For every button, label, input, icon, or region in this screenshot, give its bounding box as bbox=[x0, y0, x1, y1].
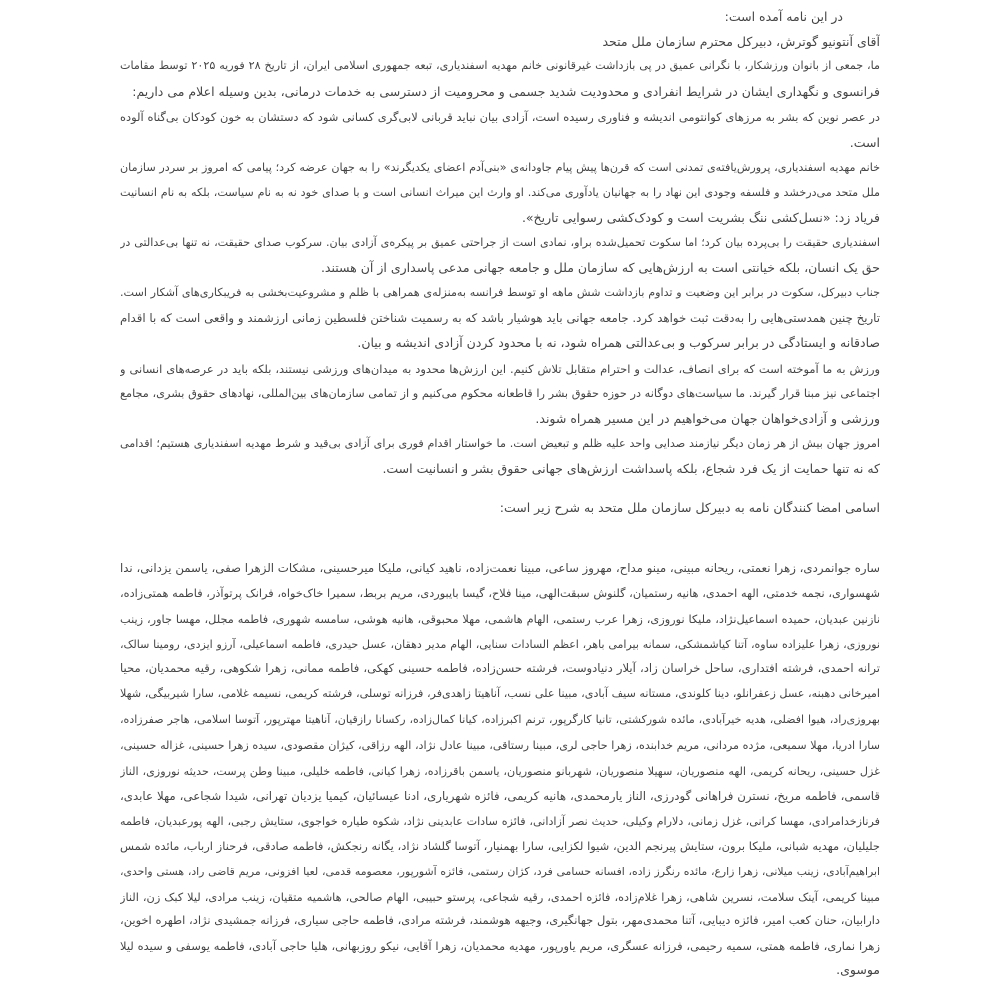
signatory-names-line: نوروزی، زهرا علیزاده ساوه، آتنا کیاشمشکی، سمانه بیرامی باهر، اعظم السادات سنایی، الهام مدیر دهقان، عسل حیدری، فاطمه اسماعیلی، آرزو ایزدی، رومینا سالک، bbox=[120, 638, 880, 651]
signatory-names-line: قاسمی، فاطمه مریخ، نسترن فراهانی گودرزی، الناز یارمحمدی، هانیه کریمی، فائزه شهریاری، ادنا عیسائیان، کیمیا یزدیان تهرانی، شیدا شجاعی، مهلا عابدی، bbox=[120, 789, 880, 803]
paragraph-line: در عصر نوین که بشر به مرزهای کوانتومی اندیشه و فناوری رسیده است، آزادی بیان نباید قربانی لابی‌گری کسانی شود که دستشان به خون کودکان بی‌گناه آلوده bbox=[120, 110, 880, 124]
paragraph-line: حق یک انسان، بلکه خیانتی است به ارزش‌هایی که سازمان ملل و جامعه جهانی مدعی پاسداری از آن هستند. bbox=[320, 260, 880, 275]
paragraph-line: اجتماعی نیز مبنا قرار گیرند. ما سیاست‌های دوگانه در حوزه حقوق بشر را قاطعانه محکوم می‌کنیم و از تمامی سازمان‌های بین‌المللی، نهادهای حقوق بشری، مجامع bbox=[120, 387, 880, 400]
signatory-names-line: فرنازخدامرادی، مهسا کرانی، غزل زمانی، دلارام وکیلی، حدیث نصر آزادانی، فائزه سادات عابدینی نژاد، شکوه طیاره خواجوی، ستایش رجبی، الهه پورعبدیان، فاطمه bbox=[120, 815, 880, 828]
signatory-names-line: شهسواری، نجمه خدمتی، الهه احمدی، هانیه رستمیان، گلنوش سبقت‌الهی، مینا فلاح، گیسا بایبوردی، مریم بربط، سمیرا خاک‌خواه، فرانک پرتوآذر، فاطمه همتی‌زاده، bbox=[120, 587, 880, 600]
paragraph-line: فرانسوی و نگهداری ایشان در شرایط انفرادی و محدودیت شدید جسمی و محرومیت از دسترسی به خدمات درمانی، بدین وسیله اعلام می داریم: bbox=[132, 84, 880, 99]
signatory-names-line: ساره جوانمردی، زهرا نعمتی، ریحانه مبینی، مینو مداح، مهروز ساعی، مبینا نعمت‌زاده، ناهید کیانی، ملیکا میرحسینی، مشکات الزهرا صفی، یاسمن یزدانی، ندا bbox=[120, 561, 880, 575]
signatories-heading: اسامی امضا کنندگان نامه به دبیرکل سازمان ملل متحد به شرح زیر است: bbox=[499, 500, 880, 515]
signatory-names-line: ترانه احمدی، فرشته افتداری، ساحل خراسان زاد، آیلار دنیادوست، فرشته حسن‌زاده، فاطمه حسینی کهکی، فاطمه ممانی، زهرا شکوهی، رقیه محمدیان، محیا bbox=[120, 661, 880, 675]
paragraph-line: فریاد زد: «نسل‌کشی ننگ بشریت است و کودک‌کشی رسوایی تاریخ». bbox=[521, 210, 880, 225]
paragraph-line: ورزشی و آزادی‌خواهان جهان می‌خواهیم در این مسیر همراه شوند. bbox=[535, 411, 880, 426]
signatory-names-line: جلیلیان، مهدیه شبانی، ملیکا برون، ستایش پیرنجم الدین، شیوا لکزایی، سارا بهمنیار، آتوسا گلشاد نژاد، یگانه رنجکش، فاطمه صادقی، فرحناز ارباب، مائده شمس bbox=[120, 839, 880, 853]
paragraph-line: ملل متحد می‌درخشد و فلسفه وجودی این نهاد را به جهانیان یادآوری می‌کند. او وارث این میراث انسانی است و با صدای خود نه به نام سیاست، بلکه به نام انسانیت bbox=[120, 186, 880, 199]
intro-line: در این نامه آمده است: bbox=[724, 9, 843, 24]
signatory-names-line: غزل حسینی، ریحانه کریمی، الهه منصوریان، سهیلا منصوریان، شهربانو منصوریان، یاسمن باقرزاده، زهرا کیانی، فاطمه خلیلی، مبینا وطن پرست، حدیثه نوروزی، الناز bbox=[120, 765, 880, 778]
signatory-names-line: زهرا نماری، فاطمه همتی، سمیه رحیمی، فرزانه عسگری، مریم یاورپور، مهدیه محمدیان، زهرا آقایی، نیکو روزبهانی، هلیا حاجی آبادی، فاطمه یوسفی و سیده لیلا bbox=[120, 939, 880, 953]
signatory-names-line: نازنین عبدیان، حمیده اسماعیل‌نژاد، ملیکا نوروزی، زهرا عرب رستمی، الهام هاشمی، مهلا محبوقی، هانیه هوشی، سامسه شهوری، فاطمه مجلل، مهسا جاور، زینب bbox=[120, 613, 880, 626]
signatory-names-line: ابراهیم‌آبادی، زینب میلانی، زهرا زارع، مائده رنگرز زاده، افسانه حسامی فرد، کژان رستمی، فائزه آشورپور، معصومه قدمی، لعیا افزونی، مریم قاضی راد، هستی واحدی، bbox=[120, 865, 880, 878]
salutation-line: آقای آنتونیو گوترش، دبیرکل محترم سازمان ملل متحد bbox=[602, 34, 880, 49]
signatory-names-line: سارا ادریا، مهلا سمیعی، مژده مردانی، مریم خدابنده، زهرا حاجی لری، مبینا رستاقی، مبینا عادل نژاد، الهه رزاقی، کیژان مقصودی، سیده زهرا حسینی، غزاله حسینی، bbox=[120, 739, 880, 752]
paragraph-line: ما، جمعی از بانوان ورزشکار، با نگرانی عمیق در پی بازداشت غیرقانونی خانم مهدیه اسفندیاری، تبعه جمهوری اسلامی ایران، از تاریخ ۲۸ فوریه ۲۰۲۵ توسط مقامات bbox=[120, 59, 880, 72]
signatory-names-line: دارابیان، حنان کعب امیر، فائزه دیبایی، آتنا محمدی‌مهر، بتول جهانگیری، وجیهه هوشمند، فرشته مرادی، فاطمه حاجی سیاری، فرزانه جمشیدی نژاد، اطهره اخوین، bbox=[120, 913, 880, 927]
paragraph-line: امروز جهان بیش از هر زمان دیگر نیازمند صدایی واحد علیه ظلم و تبعیض است. ما خواستار اقدام فوری برای آزادی بی‌قید و شرط مهدیه اسفندیاری هستیم؛ اقدامی bbox=[120, 437, 880, 450]
paragraph-line: است. bbox=[849, 135, 880, 150]
signatory-names-line: مبینا کریمی، آینک سلامت، نسرین شاهی، زهرا غلام‌زاده، فائزه احمدی، رقیه شجاعی، پرستو حبیبی، الهام صالحی، هاشمیه متقیان، زینب مرادی، لیلا کبک زن، الناز bbox=[120, 891, 880, 904]
signatory-names-line: بهروزی‌راد، هیوا افضلی، هدیه خیرآبادی، مائده شورکشتی، تانیا کارگرپور، ترنم اکبرزاده، کیانا کمال‌زاده، رکسانا رازقیان، آناهیتا مهترپور، آتوسا اسلامی، هاجر صفرزاده، bbox=[120, 713, 880, 726]
paragraph-line: ورزش به ما آموخته است که برای انصاف، عدالت و احترام متقابل تلاش کنیم. این ارزش‌ها محدود به میدان‌های ورزشی نیستند، بلکه باید در عرصه‌های انسانی و bbox=[120, 362, 880, 376]
paragraph-line: جناب دبیرکل، سکوت در برابر این وضعیت و تداوم بازداشت شش ماهه او توسط فرانسه به‌منزله‌ی همراهی با ظلم و مشروعیت‌بخشی به فریبکاری‌های آشکار است. bbox=[120, 286, 880, 299]
paragraph-line: خانم مهدیه اسفندیاری، پرورش‌یافته‌ی تمدنی است که قرن‌ها پیش پیام جاودانه‌ی «بنی‌آدم اعضای یکدیگرند» را به جهان عرضه کرد؛ پیامی که امروز بر سردر سازمان bbox=[120, 161, 880, 174]
paragraph-line: اسفندیاری حقیقت را بی‌پرده بیان کرد؛ اما سکوت تحمیل‌شده براو، نمادی است از جراحتی عمیق بر پیکره‌ی آزادی بیان. سرکوب صدای حقیقت، نه تنها بی‌عدالتی در bbox=[120, 236, 880, 249]
paragraph-line: که نه تنها حمایت از یک فرد شجاع، بلکه پاسداشت ارزش‌های جهانی حقوق بشر و انسانیت است. bbox=[382, 461, 880, 476]
paragraph-line: صادقانه و ایستادگی در برابر سرکوب و بی‌عدالتی همراه شود، نه با محدود کردن آزادی اندیشه و بیان. bbox=[357, 335, 880, 350]
signatory-names-line: موسوی. bbox=[836, 962, 880, 977]
paragraph-line: تاریخ چنین همدستی‌هایی را به‌دقت ثبت خواهد کرد. جامعه جهانی باید هوشیار باشد که به رسمیت شناختن فلسطین زمانی ارزشمند و واقعی است که با اقدام bbox=[120, 311, 880, 325]
signatory-names-line: امیرخانی دهبنه، عسل زعفرانلو، دینا کلوندی، مستانه سیف آبادی، مبینا علی نسب، آناهیتا زاهدی‌فر، فرزانه توسلی، فرشته کریمی، نسیمه غلامی، سارا شیربیگی، شهلا bbox=[120, 687, 880, 700]
